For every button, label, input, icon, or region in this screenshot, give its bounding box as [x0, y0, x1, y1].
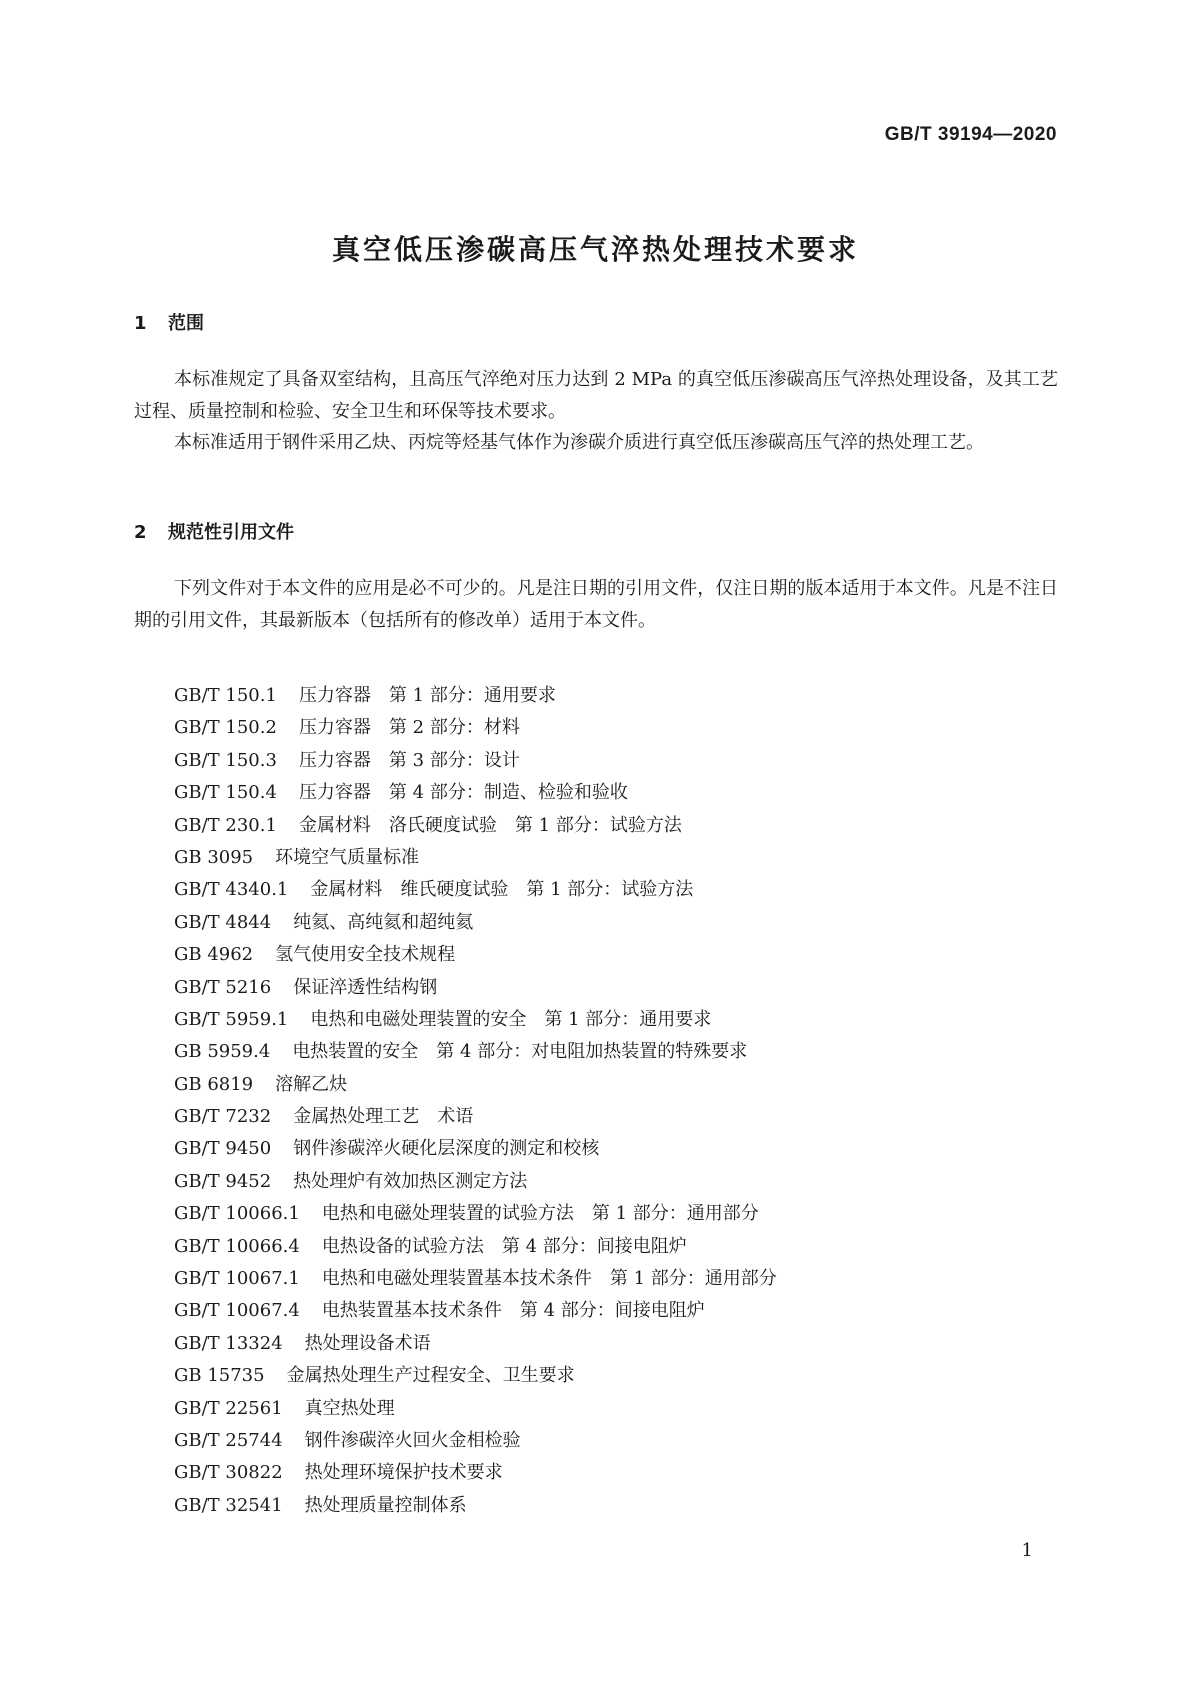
reference-item: [174, 1328, 777, 1360]
reference-item: [174, 1004, 777, 1036]
reference-code: GB/T 30822: [174, 1462, 283, 1484]
reference-title: 热处理设备术语: [304, 1332, 431, 1354]
reference-code: GB/T 9452: [174, 1170, 272, 1192]
reference-list: [174, 680, 777, 1522]
reference-item: [174, 1166, 777, 1198]
reference-title: 环境空气质量标准: [275, 846, 420, 868]
section-title: 范围: [168, 313, 204, 334]
reference-item: [174, 712, 777, 744]
reference-code: GB 5959.4: [174, 1041, 271, 1063]
reference-code: GB/T 5216: [174, 976, 272, 998]
reference-title: 热处理质量控制体系: [304, 1494, 467, 1516]
reference-item: [174, 874, 777, 906]
reference-item: [174, 777, 777, 809]
reference-code: GB 6819: [174, 1073, 254, 1095]
reference-title: 氢气使用安全技术规程: [275, 944, 456, 966]
reference-code: GB/T 150.3: [174, 749, 277, 771]
reference-title: 金属材料 洛氏硬度试验 第 1 部分：试验方法: [298, 814, 682, 836]
standard-number: GB/T 39194—2020: [884, 124, 1057, 145]
document-title: 真空低压渗碳高压气淬热处理技术要求: [331, 233, 859, 266]
reference-code: GB/T 25744: [174, 1429, 283, 1451]
reference-item: [174, 1133, 777, 1165]
reference-title: 热处理环境保护技术要求: [304, 1462, 503, 1484]
reference-item: [174, 1231, 777, 1263]
section-number: 2: [134, 522, 147, 543]
reference-title: 溶解乙炔: [275, 1073, 348, 1095]
reference-code: GB/T 10067.1: [174, 1268, 300, 1290]
reference-code: GB/T 4340.1: [174, 879, 289, 901]
reference-code: GB/T 13324: [174, 1332, 283, 1354]
reference-code: GB/T 150.2: [174, 717, 277, 739]
reference-item: [174, 972, 777, 1004]
reference-code: GB 3095: [174, 846, 254, 868]
reference-title: 保证淬透性结构钢: [293, 976, 438, 998]
reference-item: [174, 1036, 777, 1068]
reference-item: [174, 939, 777, 971]
reference-item: [174, 1490, 777, 1522]
reference-title: 电热和电磁处理装置的试验方法 第 1 部分：通用部分: [321, 1203, 759, 1225]
reference-item: [174, 745, 777, 777]
reference-title: 电热和电磁处理装置基本技术条件 第 1 部分：通用部分: [321, 1268, 777, 1290]
reference-title: 电热装置的安全 第 4 部分：对电阻加热装置的特殊要求: [292, 1041, 748, 1063]
reference-item: [174, 1198, 777, 1230]
reference-code: GB/T 230.1: [174, 814, 277, 836]
reference-title: 热处理炉有效加热区测定方法: [293, 1170, 528, 1192]
reference-item: [174, 1069, 777, 1101]
reference-code: GB 15735: [174, 1365, 265, 1387]
reference-code: GB/T 10066.1: [174, 1203, 300, 1225]
reference-title: 电热设备的试验方法 第 4 部分：间接电阻炉: [321, 1235, 687, 1257]
reference-code: GB 4962: [174, 944, 254, 966]
reference-code: GB/T 150.4: [174, 782, 277, 804]
reference-code: GB/T 10067.4: [174, 1300, 300, 1322]
reference-title: 金属热处理工艺 术语: [293, 1106, 474, 1128]
reference-title: 钢件渗碳淬火硬化层深度的测定和校核: [293, 1138, 600, 1160]
reference-code: GB/T 22561: [174, 1397, 283, 1419]
reference-item: [174, 1360, 777, 1392]
reference-title: 压力容器 第 1 部分：通用要求: [298, 685, 556, 706]
scope-paragraph-2: 本标准适用于钢件采用乙炔、丙烷等烃基气体作为渗碳介质进行真空低压渗碳高压气淬的热处理工艺。: [174, 432, 984, 453]
reference-title: 真空热处理: [304, 1397, 395, 1419]
reference-item: [174, 680, 777, 712]
reference-code: GB/T 5959.1: [174, 1008, 289, 1030]
section-number: 1: [134, 313, 147, 334]
reference-item: [174, 1425, 777, 1457]
reference-code: GB/T 32541: [174, 1494, 283, 1516]
reference-item: [174, 1101, 777, 1133]
section-heading-scope: [134, 309, 204, 335]
reference-code: GB/T 10066.4: [174, 1235, 300, 1257]
reference-item: [174, 810, 777, 842]
reference-code: GB/T 9450: [174, 1138, 272, 1160]
reference-title: 电热和电磁处理装置的安全 第 1 部分：通用要求: [310, 1008, 712, 1030]
reference-title: 钢件渗碳淬火回火金相检验: [304, 1429, 521, 1451]
reference-item: [174, 1457, 777, 1489]
reference-item: [174, 907, 777, 939]
reference-code: GB/T 150.1: [174, 685, 277, 706]
reference-item: [174, 1295, 777, 1327]
scope-paragraph-1: 本标准规定了具备双室结构，且高压气淬绝对压力达到 2 MPa 的真空低压渗碳高压气淬热处理设备，及其工艺过程、质量控制和检验、安全卫生和环保等技术要求。: [134, 369, 1058, 422]
page-number: 1: [1021, 1540, 1033, 1561]
reference-item: [174, 842, 777, 874]
reference-title: 金属材料 维氏硬度试验 第 1 部分：试验方法: [310, 879, 694, 901]
section-heading-normative-references: [134, 518, 294, 544]
reference-item: [174, 1263, 777, 1295]
reference-title: 压力容器 第 3 部分：设计: [298, 749, 520, 771]
section-title: 规范性引用文件: [168, 522, 294, 543]
reference-item: [174, 1393, 777, 1425]
references-intro-paragraph: 下列文件对于本文件的应用是必不可少的。凡是注日期的引用文件，仅注日期的版本适用于本文件。凡是不注日期的引用文件，其最新版本（包括所有的修改单）适用于本文件。: [134, 578, 1058, 631]
reference-code: GB/T 4844: [174, 911, 272, 933]
reference-title: 纯氦、高纯氦和超纯氦: [293, 911, 474, 933]
reference-title: 压力容器 第 2 部分：材料: [298, 717, 520, 739]
reference-title: 金属热处理生产过程安全、卫生要求: [286, 1365, 575, 1387]
reference-code: GB/T 7232: [174, 1106, 272, 1128]
reference-title: 电热装置基本技术条件 第 4 部分：间接电阻炉: [321, 1300, 705, 1322]
reference-title: 压力容器 第 4 部分：制造、检验和验收: [298, 782, 628, 804]
